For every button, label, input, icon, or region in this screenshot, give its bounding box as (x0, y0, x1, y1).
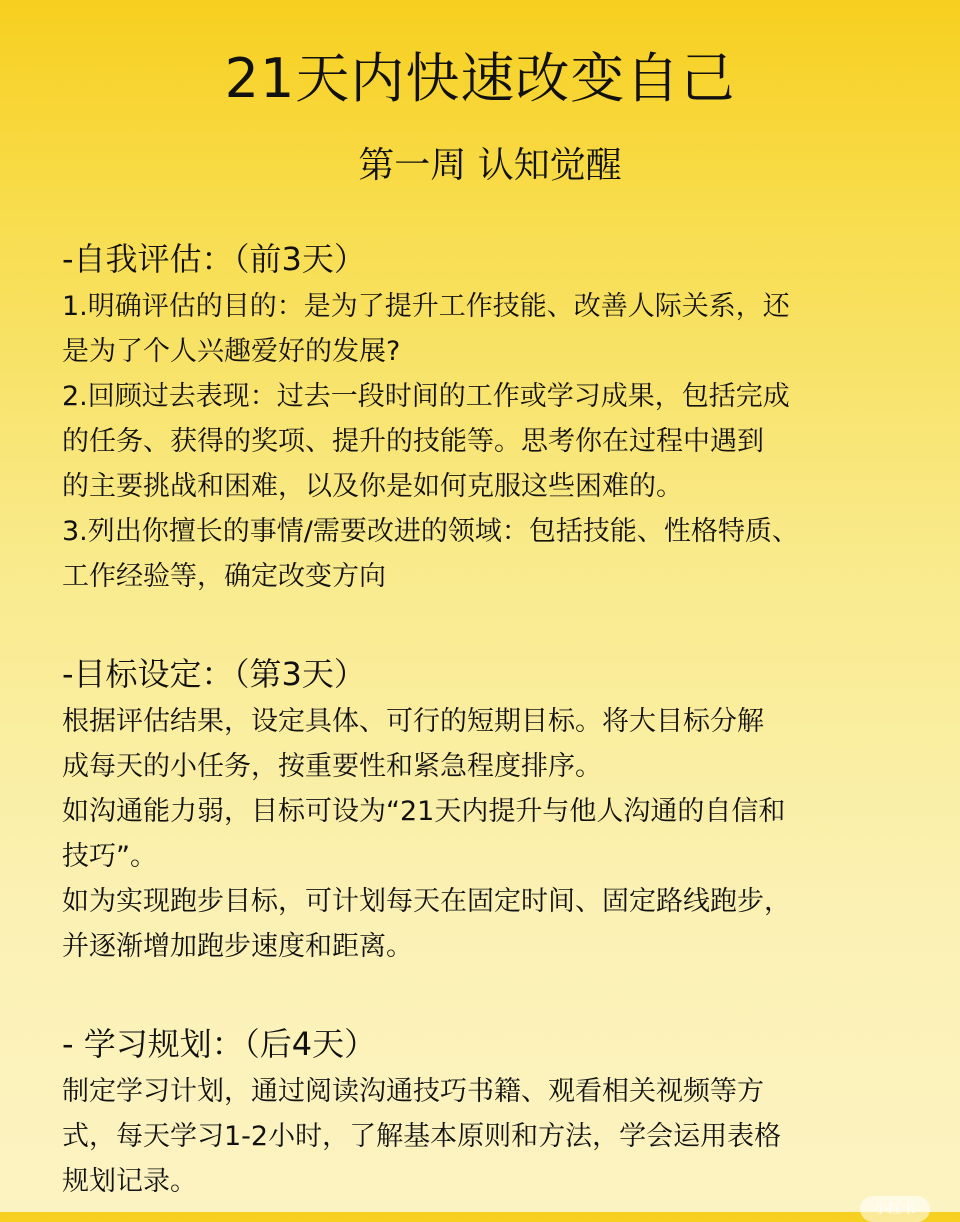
page-title: 21天内快速改变自己 (224, 47, 736, 110)
section-heading: -目标设定：（第3天） (62, 655, 366, 693)
body-line: 3.列出你擅长的事情/需要改进的领域：包括技能、性格特质、 (62, 516, 799, 547)
body-line: 如沟通能力弱，目标可设为“21天内提升与他人沟通的自信和 (62, 796, 786, 827)
body-line: 式，每天学习1-2小时，了解基本原则和方法，学会运用表格 (62, 1121, 782, 1152)
section-self-assessment (62, 234, 932, 599)
section-heading: -自我评估：（前3天） (62, 240, 366, 278)
body-line: 1.明确评估的目的：是为了提升工作技能、改善人际关系，还 (62, 291, 790, 322)
body-line: 的任务、获得的奖项、提升的技能等。思考你在过程中遇到 (62, 426, 764, 457)
body-line: 2.回顾过去表现：过去一段时间的工作或学习成果，包括完成 (62, 381, 790, 412)
body-line: 技巧”。 (62, 841, 157, 872)
body-line: 并逐渐增加跑步速度和距离。 (62, 931, 413, 962)
body-line: 规划记录。 (62, 1166, 197, 1197)
section-learning-plan (62, 1019, 932, 1204)
body-line: 如为实现跑步目标，可计划每天在固定时间、固定路线跑步， (62, 886, 791, 917)
body-line: 成每天的小任务，按重要性和紧急程度排序。 (62, 751, 602, 782)
watermark-logo: 小红书 (860, 1196, 930, 1222)
body-line: 根据评估结果，设定具体、可行的短期目标。将大目标分解 (62, 706, 764, 737)
body-line: 制定学习计划，通过阅读沟通技巧书籍、观看相关视频等方 (62, 1076, 764, 1107)
body-line: 工作经验等，确定改变方向 (62, 561, 386, 592)
section-goal-setting (62, 649, 932, 969)
section-heading: - 学习规划：（后4天） (62, 1025, 377, 1063)
page-subtitle: 第一周 认知觉醒 (358, 145, 622, 186)
body-line: 是为了个人兴趣爱好的发展? (62, 336, 401, 367)
body-line: 的主要挑战和困难，以及你是如何克服这些困难的。 (62, 471, 683, 502)
